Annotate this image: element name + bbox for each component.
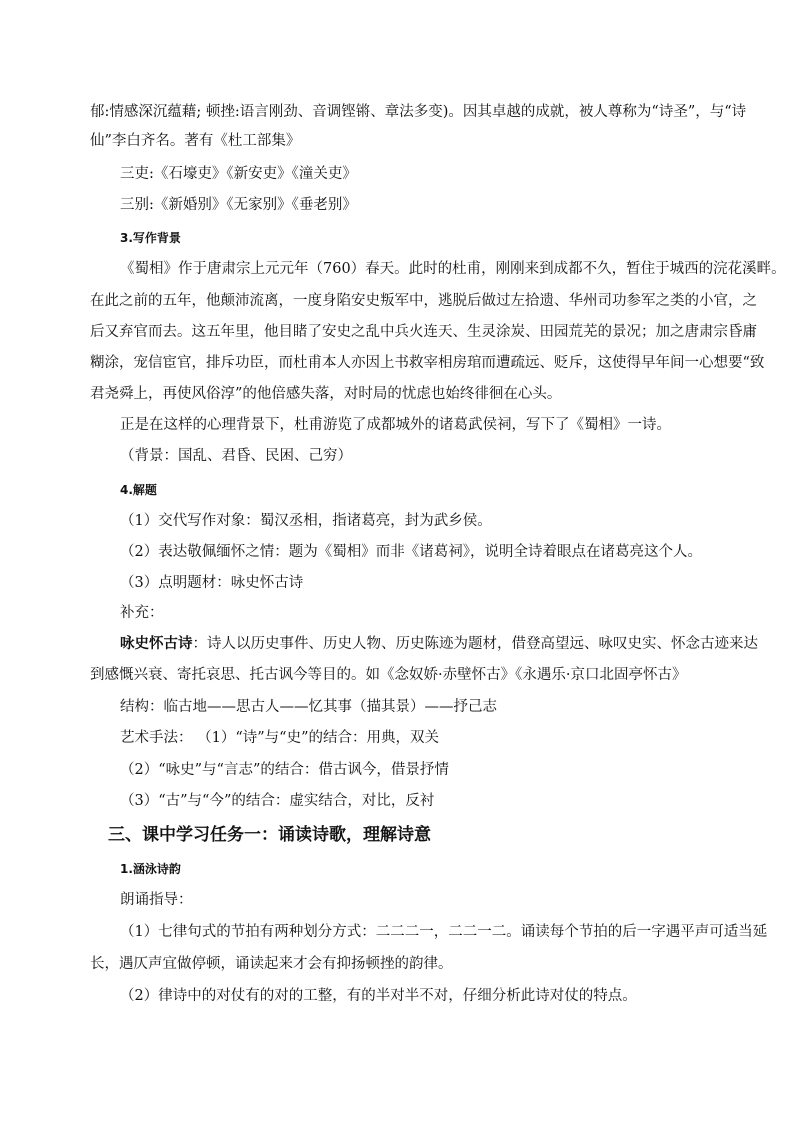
art-technique-line-2: （2）“咏史”与“言志”的结合：借古讽今，借景抒情	[120, 762, 449, 778]
recitation-guide-1-line-1: （1）七律句式的节拍有两种划分方式：二二二一，二二一二。诵读每个节拍的后一字遇平声可适当延	[120, 924, 768, 940]
recitation-guide-1-line-2: 长，遇仄声宜做停顿，诵读起来才会有抑扬顿挫的韵律。	[90, 956, 453, 972]
background-line-2: 在此之前的五年，他颠沛流离，一度身陷安史叛军中，逃脱后做过左拾遗、华州司功参军之类的小官，之	[90, 293, 757, 309]
yongshi-definition-line-2: 到感慨兴衰、寄托哀思、托古讽今等目的。如《念奴娇·赤壁怀古》《永遇乐·京口北固亭怀古》	[90, 667, 687, 683]
title-interpretation-heading: 4.解题	[120, 483, 157, 497]
recitation-guide-2: （2）律诗中的对仗有的对的工整，有的半对半不对，仔细分析此诗对仗的特点。	[120, 988, 637, 1004]
background-line-6: 正是在这样的心理背景下，杜甫游览了成都城外的诸葛武侯祠，写下了《蜀相》一诗。	[120, 417, 671, 433]
interpretation-item-1: （1）交代写作对象：蜀汉丞相，指诸葛亮，封为武乡侯。	[120, 513, 492, 529]
section-three-heading: 三、课中学习任务一：诵读诗歌，理解诗意	[108, 825, 431, 845]
yongshi-definition-line-1	[120, 633, 758, 655]
intro-line-1: 郁:情感深沉蕴藉; 顿挫:语言刚劲、音调铿锵、章法多变)。因其卓越的成就，被人尊称为“诗圣”，与“诗	[90, 104, 747, 120]
art-technique-line-3: （3）“古”与“今”的结合：虚实结合，对比，反衬	[120, 793, 435, 809]
background-line-5: 君尧舜上，再使风俗淳”的他倍感失落，对时局的忧虑也始终徘徊在心头。	[90, 386, 562, 402]
recitation-guide-label: 朗诵指导：	[120, 892, 193, 908]
sanli-line: 三吏:《石壕吏》《新安吏》《潼关吏》	[120, 166, 357, 182]
background-summary: （背景：国乱、君昏、民困、己穷）	[120, 448, 352, 464]
background-line-4: 糊涂，宠信宦官，排斥功臣，而杜甫本人亦因上书救宰相房琯而遭疏远、贬斥，这使得早年间一心想要“致	[90, 355, 765, 371]
background-line-1: 《蜀相》作于唐肃宗上元元年（760）春天。此时的杜甫，刚刚来到成都不久，暂住于城西的浣花溪畔。	[120, 261, 786, 277]
art-technique-line-1: 艺术手法： （1）“诗”与“史”的结合：用典，双关	[120, 730, 439, 746]
writing-background-heading: 3.写作背景	[120, 231, 181, 245]
interpretation-item-3: （3）点明题材：咏史怀古诗	[120, 575, 304, 591]
yongshi-term: 咏史怀古诗	[120, 635, 193, 652]
recitation-heading: 1.涵泳诗韵	[120, 862, 181, 876]
supplement-label: 补充：	[120, 605, 164, 621]
yongshi-definition-text: ：诗人以历史事件、历史人物、历史陈迹为题材，借登高望远、咏叹史实、怀念古迹来达	[192, 636, 758, 652]
sanbie-line: 三别:《新婚别》《无家别》《垂老别》	[120, 197, 357, 213]
intro-line-2: 仙”李白齐名。著有《杜工部集》	[90, 133, 301, 149]
interpretation-item-2: （2）表达敬佩缅怀之情：题为《蜀相》而非《诸葛祠》，说明全诗着眼点在诸葛亮这个人。	[120, 544, 702, 560]
structure-line: 结构：临古地——思古人——忆其事（描其景）——抒己志	[120, 699, 497, 715]
background-line-3: 后又弃官而去。这五年里，他目睹了安史之乱中兵火连天、生灵涂炭、田园荒芜的景况；加之唐肃宗昏庸	[90, 324, 757, 340]
